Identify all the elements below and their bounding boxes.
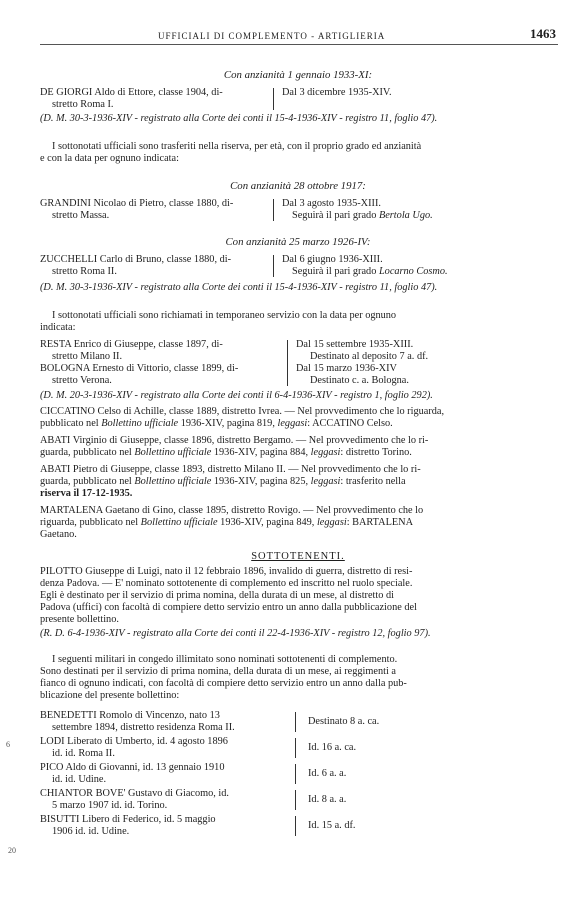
paragraph-line: PILOTTO Giuseppe di Luigi, nato il 12 febbraio 1896, invalido di guerra, distretto di resi-: [40, 566, 413, 577]
entry-note: Seguirà il pari grado Locarno Cosmo.: [292, 266, 448, 277]
brace-bar: [295, 816, 296, 836]
brace-bar: [287, 340, 288, 386]
margin-mark: 6: [6, 740, 10, 749]
entry-date: Dal 15 settembre 1935-XIII.: [296, 339, 414, 350]
decree-reference: (D. M. 30-3-1936-XIV - registrato alla Corte dei conti il 15-4-1936-XIV - registro 11, foglio 47).: [40, 113, 438, 124]
paragraph-line: fianco di ognuno indicati, con facoltà di compiere detto servizio entro un anno dalla pub-: [40, 678, 407, 689]
paragraph-line: I sottonotati ufficiali sono trasferiti nella riserva, per età, con il proprio grado ed anzianità: [52, 141, 422, 152]
entry-line: GRANDINI Nicolao di Pietro, classe 1880, di-: [40, 198, 234, 209]
entry-line: ZUCCHELLI Carlo di Bruno, classe 1880, di-: [40, 254, 232, 265]
entry-line: stretto Roma I.: [52, 99, 114, 110]
entry-date: Dal 3 agosto 1935-XIII.: [282, 198, 381, 209]
entry-date: Dal 3 dicembre 1935-XIV.: [282, 87, 392, 98]
appointment-name: BENEDETTI Romolo di Vincenzo, nato 13: [40, 710, 220, 721]
appointment-detail: 5 marzo 1907 id. id. Torino.: [52, 800, 168, 811]
appointment-destination: Id. 8 a. a.: [308, 794, 347, 805]
decree-reference: (R. D. 6-4-1936-XIV - registrato alla Corte dei conti il 22-4-1936-XIV - registro 12, foglio 97).: [40, 628, 431, 639]
section-heading: SOTTOTENENTI.: [251, 551, 345, 562]
appointment-destination: Id. 15 a. df.: [308, 820, 356, 831]
correction-line: riserva il 17-12-1935.: [40, 488, 133, 499]
seniority-heading: Con anzianità 25 marzo 1926-IV:: [225, 236, 371, 248]
entry-note: Destinato al deposito 7 a. df.: [310, 351, 429, 362]
paragraph-line: denza Padova. — E' nominato sottotenente di complemento ed inscritto nel ruolo speciale.: [40, 578, 413, 589]
seniority-heading: Con anzianità 1 gennaio 1933-XI:: [223, 69, 373, 81]
margin-mark: 20: [8, 846, 16, 855]
decree-reference: (D. M. 20-3-1936-XIV - registrato alla Corte dei conti il 6-4-1936-XIV - registro 1, foglio 292).: [40, 390, 433, 401]
appointment-destination: Destinato 8 a. ca.: [308, 716, 380, 727]
appointment-name: CHIANTOR BOVE' Gustavo di Giacomo, id.: [40, 788, 229, 799]
brace-bar: [273, 199, 274, 221]
entry-note: Destinato c. a. Bologna.: [310, 375, 409, 386]
paragraph-line: I sottonotati ufficiali sono richiamati in temporaneo servizio con la data per ognuno: [52, 310, 397, 321]
appointment-name: PICO Aldo di Giovanni, id. 13 gennaio 1910: [40, 762, 225, 773]
entry-line: DE GIORGI Aldo di Ettore, classe 1904, di-: [40, 87, 223, 98]
correction-line: Gaetano.: [40, 529, 77, 540]
entry-line: stretto Milano II.: [52, 351, 123, 362]
appointment-name: LODI Liberato di Umberto, id. 4 agosto 1896: [40, 736, 228, 747]
appointment-detail: id. id. Udine.: [52, 774, 107, 785]
entry-line: stretto Verona.: [52, 375, 112, 386]
correction-line: MARTALENA Gaetano di Gino, classe 1895, distretto Rovigo. — Nel provvedimento che lo: [40, 505, 424, 516]
correction-line: ABATI Virginio di Giuseppe, classe 1896, distretto Bergamo. — Nel provvedimento che lo ri-: [40, 435, 429, 446]
appointment-detail: id. id. Roma II.: [52, 748, 115, 759]
appointment-detail: settembre 1894, distretto residenza Roma II.: [52, 722, 235, 733]
entry-line: stretto Roma II.: [52, 266, 117, 277]
brace-bar: [295, 764, 296, 784]
entry-line: stretto Massa.: [52, 210, 110, 221]
correction-line: guarda, pubblicato nel Bollettino ufficiale 1936-XIV, pagina 884, leggasi: distretto Torino.: [40, 447, 412, 458]
header-title: UFFICIALI DI COMPLEMENTO - ARTIGLIERIA: [158, 31, 386, 41]
page-number: 1463: [530, 26, 556, 41]
decree-reference: (D. M. 30-3-1936-XIV - registrato alla Corte dei conti il 15-4-1936-XIV - registro 11, foglio 47).: [40, 282, 438, 293]
appointment-name: BISUTTI Libero di Federico, id. 5 maggio: [40, 814, 216, 825]
entry-line: RESTA Enrico di Giuseppe, classe 1897, di-: [40, 339, 223, 350]
correction-line: pubblicato nel Bollettino ufficiale 1936-XIV, pagina 819, leggasi: ACCATINO Celso.: [40, 418, 393, 429]
brace-bar: [295, 738, 296, 758]
brace-bar: [273, 88, 274, 110]
appointment-detail: 1906 id. id. Udine.: [52, 826, 130, 837]
paragraph-line: blicazione del presente bollettino:: [40, 690, 180, 701]
seniority-heading: Con anzianità 28 ottobre 1917:: [230, 180, 366, 192]
paragraph-line: Egli è destinato per il servizio di prima nomina, della durata di un mese, al distretto di: [40, 590, 395, 601]
correction-line: CICCATINO Celso di Achille, classe 1889, distretto Ivrea. — Nel provvedimento che lo riguarda,: [40, 406, 445, 417]
paragraph-line: Sono destinati per il servizio di prima nomina, della durata di un mese, ai reggimenti a: [40, 666, 397, 677]
correction-line: ABATI Pietro di Giuseppe, classe 1893, distretto Milano II. — Nel provvedimento che lo ri-: [40, 464, 421, 475]
entry-note: Seguirà il pari grado Bertola Ugo.: [292, 210, 433, 221]
entry-date: Dal 6 giugno 1936-XIII.: [282, 254, 383, 265]
paragraph-line: indicata:: [40, 322, 76, 333]
appointment-destination: Id. 16 a. ca.: [308, 742, 357, 753]
brace-bar: [295, 712, 296, 732]
brace-bar: [295, 790, 296, 810]
appointment-destination: Id. 6 a. a.: [308, 768, 347, 779]
paragraph-line: Padova (uffici) con facoltà di compiere detto servizio entro un anno dalla pubblicazione del: [40, 602, 417, 613]
paragraph-line: I seguenti militari in congedo illimitato sono nominati sottotenenti di complemento.: [52, 654, 398, 665]
running-header: [40, 26, 558, 45]
entry-date: Dal 15 marzo 1936-XIV: [296, 363, 397, 374]
correction-line: riguarda, pubblicato nel Bollettino ufficiale 1936-XIV, pagina 849, leggasi: BARTALENA: [40, 517, 414, 528]
brace-bar: [273, 255, 274, 277]
paragraph-line: e con la data per ognuno indicata:: [40, 153, 179, 164]
correction-line: guarda, pubblicato nel Bollettino ufficiale 1936-XIV, pagina 825, leggasi: trasferito nella: [40, 476, 406, 487]
entry-line: BOLOGNA Ernesto di Vittorio, classe 1899, di-: [40, 363, 239, 374]
paragraph-line: presente bollettino.: [40, 614, 119, 625]
